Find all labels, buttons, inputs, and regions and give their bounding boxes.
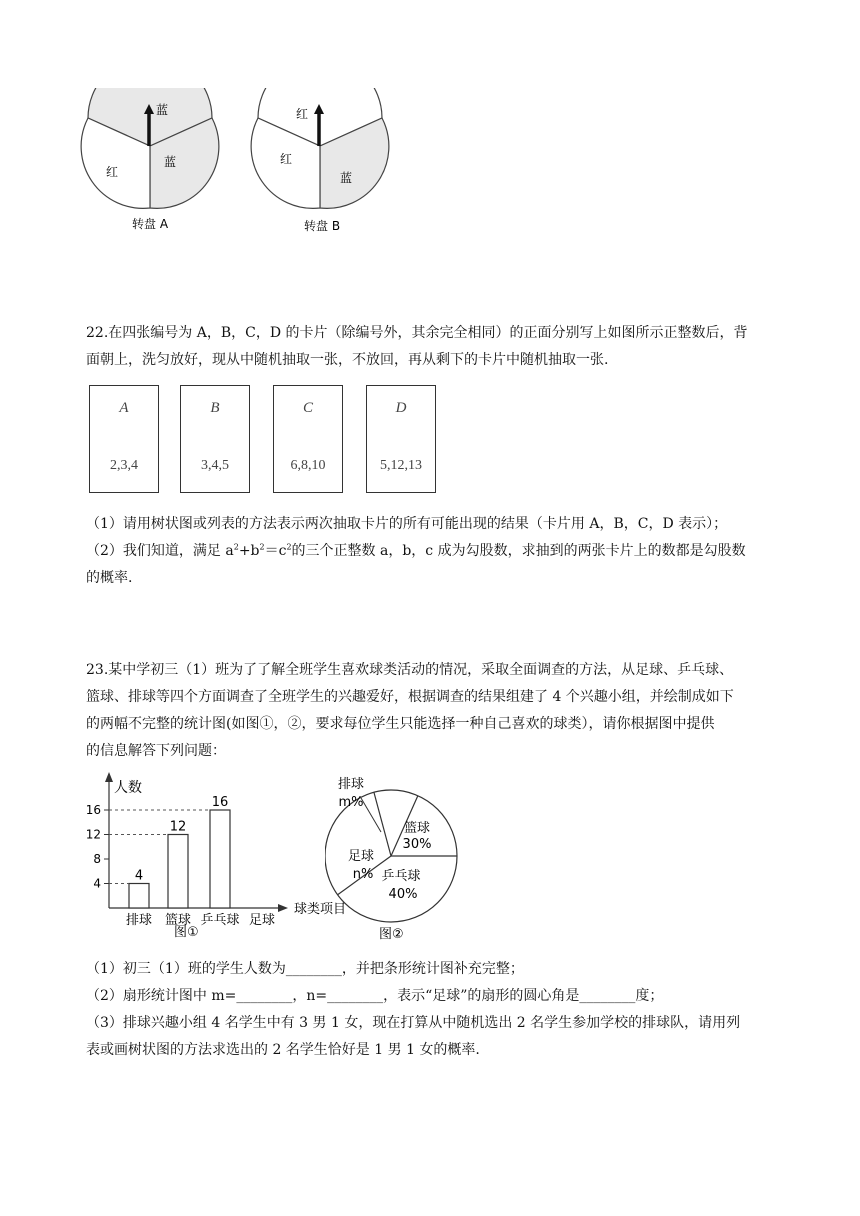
bar-chart (86, 770, 356, 945)
card-a-numbers: 2,3,4 (110, 458, 138, 473)
q23-subquestions (86, 956, 776, 1064)
bar (210, 810, 230, 908)
card-b (180, 385, 250, 493)
bar-value-label: 4 (134, 868, 144, 884)
y-axis-label: 人数 (114, 780, 142, 796)
spinner-a-label-left: 红 (106, 165, 119, 179)
q23-intro-line-2: 篮球、排球等四个方面调查了全班学生的兴趣爱好，根据调查的结果组建了 4 个兴趣小组，并绘制成如下 (86, 689, 734, 705)
card-d (366, 385, 436, 493)
y-tick-label: 16 (86, 803, 101, 817)
q23-intro (86, 657, 776, 765)
y-tick-label: 8 (93, 852, 101, 866)
pie-slice-label: 足球 (347, 849, 375, 864)
spinner-b (250, 88, 390, 238)
chart-1-title: 图① (174, 925, 199, 940)
spinner-a-caption: 转盘 A (132, 217, 169, 231)
bar-value-label: 16 (211, 795, 229, 810)
x-tick-label: 排球 (125, 913, 153, 928)
card-d-letter: D (395, 400, 407, 416)
pie-slice-label: 乒乓球 (381, 869, 421, 884)
spinner-a (80, 88, 220, 238)
q22-subquestions (86, 511, 776, 592)
q23-sub2: （2）扇形统计图中 m=________，n=________，表示“足球”的扇形的圆心角是________度； (86, 988, 664, 1004)
pie-slice-value: m% (338, 795, 364, 810)
spinner-b-caption: 转盘 B (304, 219, 341, 233)
y-tick-label: 4 (93, 876, 101, 891)
x-axis-arrow (278, 904, 288, 912)
spinner-b-label-left: 红 (280, 152, 293, 166)
card-a-letter: A (119, 400, 129, 416)
y-tick-label: 12 (86, 827, 101, 842)
spinner-b-label-right: 蓝 (340, 171, 353, 185)
pie-chart (325, 770, 475, 945)
pie-slice-value: n% (352, 867, 374, 882)
pie-slice-value: 40% (388, 887, 418, 902)
q23-sub3: （3）排球兴趣小组 4 名学生中有 3 男 1 女，现在打算从中随机选出 2 名学生参加学校的排球队，请用列 (86, 1015, 741, 1031)
q23-intro-line-3: 的两幅不完整的统计图(如图①，②，要求每位学生只能选择一种自己喜欢的球类），请你根据图中提供 (86, 716, 715, 732)
pie-slice-label: 篮球 (403, 821, 431, 836)
q23-sub3-line2: 表或画树状图的方法求选出的 2 名学生恰好是 1 男 1 女的概率. (86, 1042, 480, 1058)
chart-2-title: 图② (379, 927, 404, 942)
q22-intro-line-1: 22.在四张编号为 A，B，C，D 的卡片（除编号外，其余完全相同）的正面分别写上如图所示正整数后，背 (86, 325, 748, 341)
q23-intro-line-4: 的信息解答下列问题： (86, 743, 226, 759)
card-c-letter: C (302, 400, 313, 416)
x-tick-label: 足球 (248, 913, 276, 928)
x-axis-label: 球类项目 (294, 902, 347, 917)
q23-intro-line-1: 23.某中学初三（1）班为了了解全班学生喜欢球类活动的情况，采取全面调查的方法，从足球、乒乓球、 (86, 662, 734, 678)
q22-sub2: （2）我们知道，满足 $a^2+b^2=c^2$的三个正整数 a，b，c 成为勾股数，求抽到的两张卡片上的数都是勾股数 (86, 542, 746, 559)
q23-sub1: （1）初三（1）班的学生人数为________，并把条形统计图补充完整； (86, 961, 524, 977)
bar (129, 884, 149, 909)
card-b-letter: B (210, 400, 220, 416)
q22-sub2-line2: 的概率. (86, 570, 133, 586)
card-c-numbers: 6,8,10 (290, 458, 326, 473)
bar (168, 835, 188, 909)
q22-sub1: （1）请用树状图或列表的方法表示两次抽取卡片的所有可能出现的结果（卡片用 A，B，C，D 表示）； (86, 516, 728, 532)
x-tick-label: 乒乓球 (200, 913, 240, 928)
bar-value-label: 12 (169, 819, 187, 835)
pie-slice-value: 30% (402, 837, 432, 852)
spinner-a-label-top: 蓝 (156, 103, 169, 117)
spinner-a-label-right: 蓝 (164, 155, 177, 169)
q22-intro-line-2: 面朝上，洗匀放好，现从中随机抽取一张，不放回，再从剩下的卡片中随机抽取一张. (86, 352, 609, 368)
x-tick-label: 篮球 (164, 913, 192, 928)
q22-intro (86, 320, 776, 374)
card-c (273, 385, 343, 493)
spinner-b-label-top: 红 (296, 107, 309, 121)
y-axis-arrow (105, 772, 113, 782)
pie-slice-label: 排球 (337, 777, 365, 792)
card-d-numbers: 5,12,13 (380, 458, 422, 473)
card-a (89, 385, 159, 493)
card-b-numbers: 3,4,5 (201, 458, 229, 473)
